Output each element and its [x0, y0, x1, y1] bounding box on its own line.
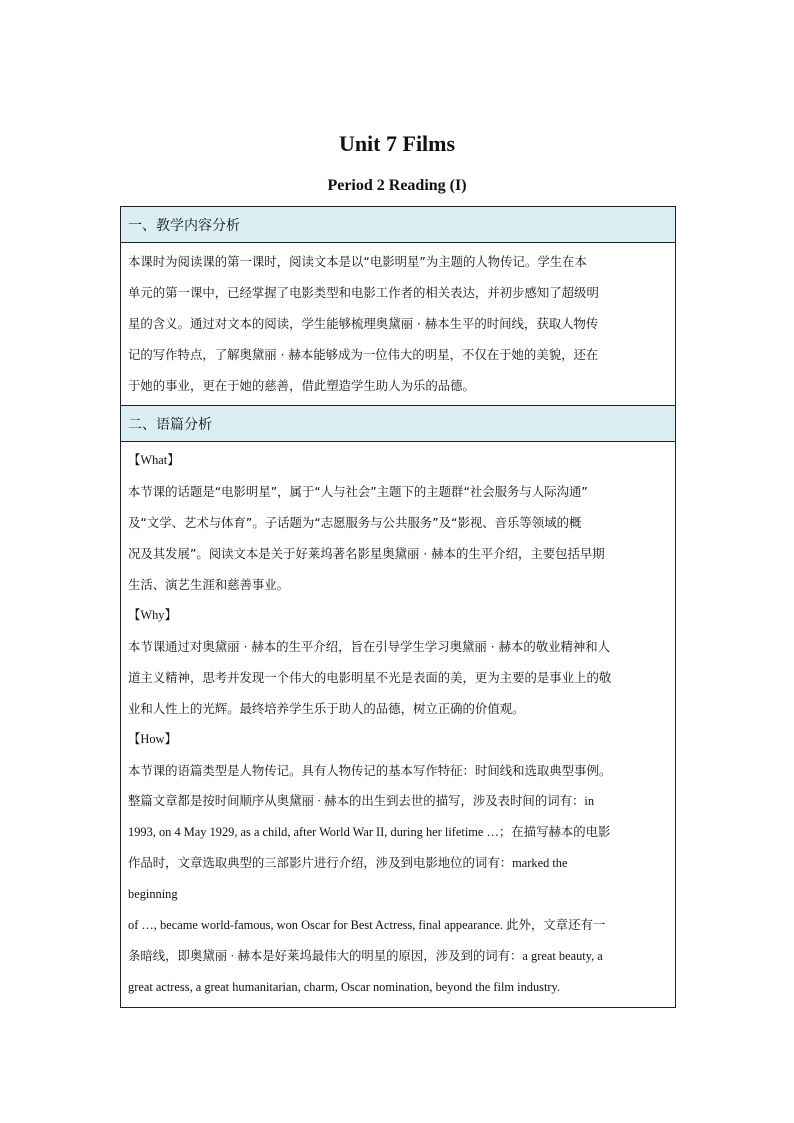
why-line: 道主义精神，思考并发现一个伟大的电影明星不光是表面的美，更为主要的是事业上的敬: [128, 670, 612, 685]
why-line: 本节课通过对奥黛丽 · 赫本的生平介绍，旨在引导学生学习奥黛丽 · 赫本的敬业精神和人: [128, 639, 611, 654]
paragraph-line: 记的写作特点，了解奥黛丽 · 赫本能够成为一位伟大的明星，不仅在于她的美貌，还在: [128, 347, 599, 362]
section-header-content-analysis: [121, 207, 675, 243]
what-line: 及“文学、艺术与体育”。子话题为“志愿服务与公共服务”及“影视、音乐等领域的概: [128, 515, 582, 530]
what-line: 本节课的话题是“电影明星”，属于“人与社会”主题下的主题群“社会服务与人际沟通”: [128, 484, 588, 499]
lesson-table: [120, 206, 676, 1008]
section-header-label: 二、语篇分析: [128, 416, 212, 433]
what-tag: 【What】: [128, 453, 180, 467]
section-body-content-analysis: [121, 243, 675, 406]
how-tag: 【How】: [128, 732, 177, 746]
paragraph-line: 本课时为阅读课的第一课时，阅读文本是以“电影明星”为主题的人物传记。学生在本: [128, 254, 587, 269]
how-line: 条暗线，即奥黛丽 · 赫本是好莱坞最伟大的明星的原因，涉及到的词有：a great beauty, a: [128, 949, 603, 963]
section-body-discourse-analysis: [121, 442, 675, 1007]
how-line: 作品时，文章选取典型的三部影片进行介绍，涉及到电影地位的词有：marked the: [128, 856, 568, 870]
how-line: 本节课的语篇类型是人物传记。具有人物传记的基本写作特征：时间线和选取典型事例。: [128, 763, 612, 778]
document-title: Unit 7 Films: [338, 131, 456, 156]
what-line: 况及其发展”。阅读文本是关于好莱坞著名影星奥黛丽 · 赫本的生平介绍，主要包括早期: [128, 546, 605, 561]
how-line: of …, became world-famous, won Oscar for Best Actress, final appearance. 此外，文章还有一: [128, 918, 606, 932]
paragraph-line: 于她的事业，更在于她的慈善，借此塑造学生助人为乐的品德。: [128, 378, 475, 393]
section-header-label: 一、教学内容分析: [128, 217, 240, 234]
paragraph-line: 星的含义。通过对文本的阅读，学生能够梳理奥黛丽 · 赫本生平的时间线，获取人物传: [128, 316, 599, 331]
document-subtitle: Period 2 Reading (I): [327, 177, 467, 194]
how-line: 1993, on 4 May 1929, as a child, after World War II, during her lifetime …；在描写赫本的电影: [128, 825, 611, 839]
why-line: 业和人性上的光辉。最终培养学生乐于助人的品德，树立正确的价值观。: [128, 701, 525, 716]
how-line: beginning: [128, 887, 178, 901]
paragraph-line: 单元的第一课中，已经掌握了电影类型和电影工作者的相关表达，并初步感知了超级明: [128, 285, 599, 300]
how-line: 整篇文章都是按时间顺序从奥黛丽 · 赫本的出生到去世的描写，涉及表时间的词有：in: [128, 794, 595, 808]
section-header-discourse-analysis: [121, 406, 675, 442]
what-line: 生活、演艺生涯和慈善事业。: [128, 577, 290, 592]
why-tag: 【Why】: [128, 608, 177, 622]
how-line: great actress, a great humanitarian, charm, Oscar nomination, beyond the film industry.: [128, 980, 561, 994]
